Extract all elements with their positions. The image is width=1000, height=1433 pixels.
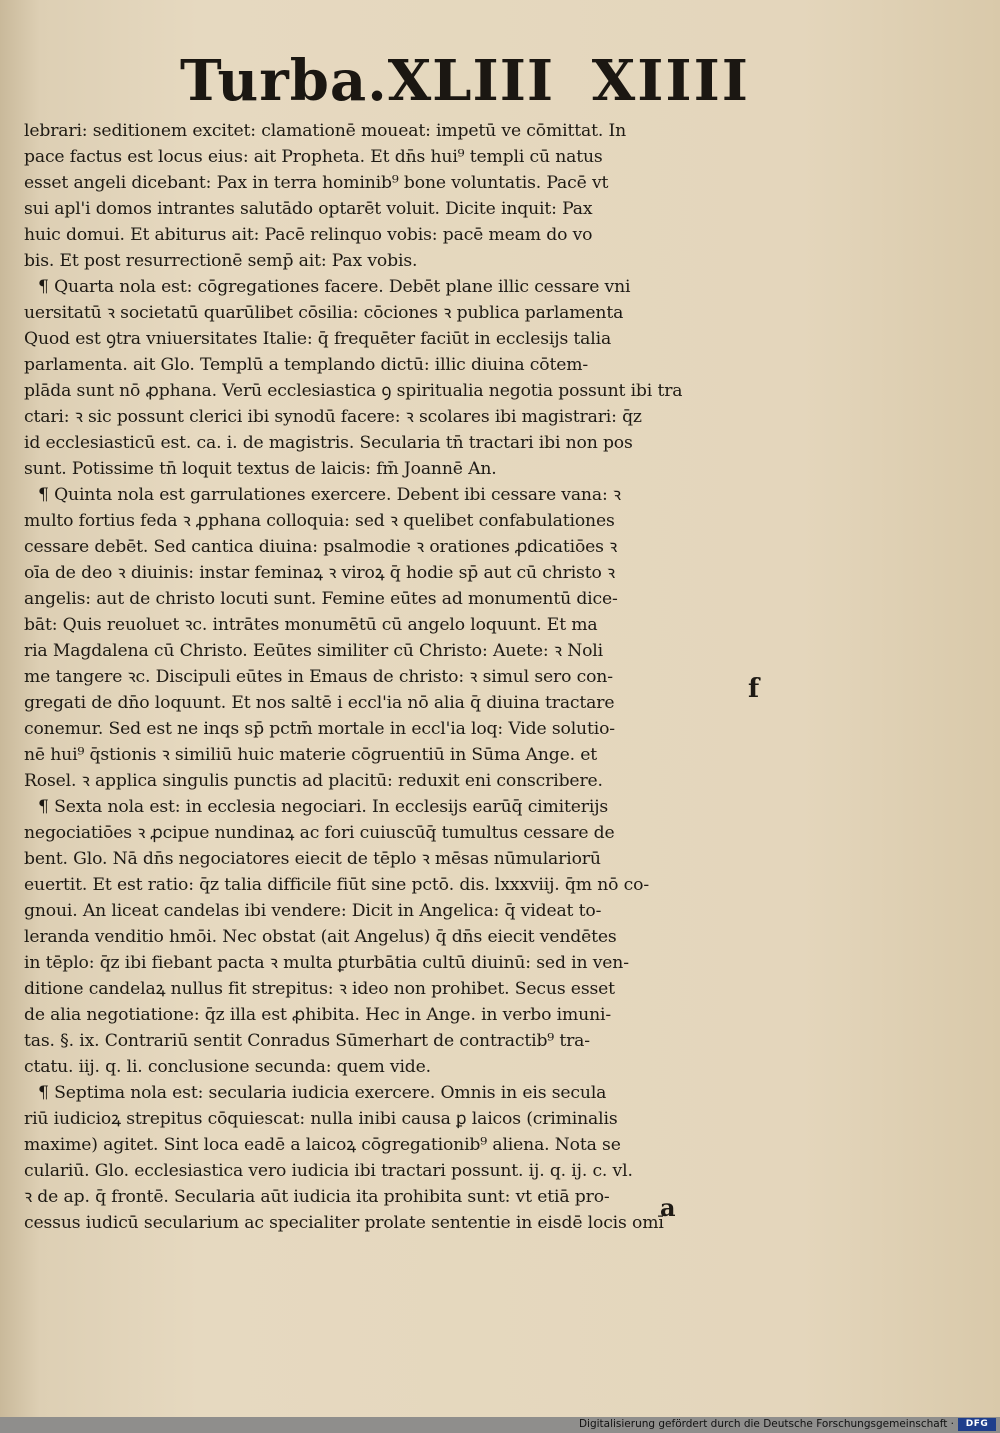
text-line: esset angeli dicebant: Pax in terra hominib⁹ bone voluntatis. Pacē vt — [24, 173, 609, 193]
text-line: ria Magdalena cū Christo. Eeūtes similiter cū Christo: Auete: ꝛ Noli — [24, 641, 603, 661]
text-line: negociatiōes ꝛ ꝓcipue nundinaꝝ ac fori cuiuscūq̄ tumultus cessare de — [24, 823, 615, 843]
margin-note: f — [748, 674, 760, 704]
running-title: Turba.XLIII — [180, 48, 555, 114]
folio-number: XIIII — [591, 48, 750, 114]
text-line: uersitatū ꝛ societatū quarūlibet cōsilia: cōciones ꝛ publica parlamenta — [24, 303, 624, 323]
text-line: me tangere ꝛc. Discipuli eūtes in Emaus de christo: ꝛ simul sero con- — [24, 667, 613, 687]
text-line: leranda venditio hmōi. Nec obstat (ait Angelus) q̄ dn̄s eiecit vendētes — [24, 927, 617, 947]
text-line: ¶ Quarta nola est: cōgregationes facere. Debēt plane illic cessare vni — [38, 277, 631, 297]
text-line: parlamenta. ait Glo. Templū a templando dictū: illic diuina cōtem- — [24, 355, 589, 375]
text-line: bent. Glo. Nā dn̄s negociatores eiecit de tēplo ꝛ mēsas nūmulariorū — [24, 849, 601, 869]
text-line: lebrari: seditionem excitet: clamationē moueat: impetū ve cōmittat. In — [24, 121, 627, 141]
text-line: de alia negotiatione: q̄z illa est ꝓhibita. Hec in Ange. in verbo imuni- — [24, 1005, 612, 1025]
text-line: ctari: ꝛ sic possunt clerici ibi synodū facere: ꝛ scolares ibi magistrari: q̄z — [24, 407, 642, 427]
dfg-logo: DFG — [958, 1418, 996, 1431]
text-line: sunt. Potissime tn̄ loquit textus de laicis: fm̄ Joannē An. — [24, 459, 497, 479]
text-line: huic domui. Et abiturus ait: Pacē relinquo vobis: pacē meam do vo — [24, 225, 593, 245]
text-line: culariū. Glo. ecclesiastica vero iudicia ibi tractari possunt. ij. q. ij. c. vl. — [24, 1161, 633, 1181]
text-line: riū iudicioꝝ strepitus cōquiescat: nulla inibi causa ꝑ laicos (criminalis — [24, 1109, 618, 1129]
text-line: plāda sunt nō ꝓphana. Verū ecclesiastica ꝯ spiritualia negotia possunt ibi tra — [24, 381, 683, 401]
running-head — [180, 48, 750, 114]
text-line: bāt: Quis reuoluet ꝛc. intrātes monumētū cū angelo loquunt. Et ma — [24, 615, 598, 635]
text-line: ditione candelaꝝ nullus fit strepitus: ꝛ ideo non prohibet. Secus esset — [24, 979, 615, 999]
text-line: multo fortius feda ꝛ ꝓphana colloquia: sed ꝛ quelibet confabulationes — [24, 511, 615, 531]
text-line: ctatu. iij. q. li. conclusione secunda: quem vide. — [24, 1057, 431, 1077]
text-line: angelis: aut de christo locuti sunt. Femine eūtes ad monumentū dice- — [24, 589, 618, 609]
catchword: a — [660, 1193, 676, 1222]
text-block — [24, 118, 754, 1236]
text-line: nē hui⁹ q̄stionis ꝛ similiū huic materie cōgruentiū in Sūma Ange. et — [24, 745, 597, 765]
text-line: ¶ Quinta nola est garrulationes exercere. Debent ibi cessare vana: ꝛ — [38, 485, 621, 505]
text-line: pace factus est locus eius: ait Propheta. Et dn̄s hui⁹ templi cū natus — [24, 147, 603, 167]
text-line: tas. §. ix. Contrariū sentit Conradus Sūmerhart de contractib⁹ tra- — [24, 1031, 590, 1051]
text-line: euertit. Et est ratio: q̄z talia difficile fiūt sine pctō. dis. lxxxviij. q̄m nō co- — [24, 875, 650, 895]
text-line: bis. Et post resurrectionē semp̄ ait: Pax vobis. — [24, 251, 418, 271]
text-line: Quod est ꝯtra vniuersitates Italie: q̄ frequēter faciūt in ecclesijs talia — [24, 329, 612, 349]
text-line: cessare debēt. Sed cantica diuina: psalmodie ꝛ orationes ꝓdicatiōes ꝛ — [24, 537, 618, 557]
text-line: gnoui. An liceat candelas ibi vendere: Dicit in Angelica: q̄ videat to- — [24, 901, 602, 921]
text-line: ¶ Sexta nola est: in ecclesia negociari. In ecclesijs earūq̄ cimiterijs — [38, 797, 609, 817]
funding-notice: Digitalisierung gefördert durch die Deutsche Forschungsgemeinschaft · — [578, 1418, 954, 1430]
text-line: ¶ Septima nola est: secularia iudicia exercere. Omnis in eis secula — [38, 1083, 607, 1103]
text-line: id ecclesiasticū est. ca. i. de magistris. Secularia tn̄ tractari ibi non pos — [24, 433, 633, 453]
text-line: gregati de dn̄o loquunt. Et nos saltē i eccl'ia nō alia q̄ diuina tractare — [24, 693, 615, 713]
text-line: conemur. Sed est ne inqs sp̄ pctm̄ mortale in eccl'ia loq: Vide solutio- — [24, 719, 615, 739]
text-line: cessus iudicū secularium ac specialiter prolate sententie in eisdē locis omī — [24, 1213, 664, 1233]
text-line: sui apl'i domos intrantes salutādo optarēt voluit. Dicite inquit: Pax — [24, 199, 593, 219]
text-line: ꝛ de ap. q̄ frontē. Secularia aūt iudicia ita prohibita sunt: vt etiā pro- — [24, 1187, 610, 1207]
text-line: oīa de deo ꝛ diuinis: instar feminaꝝ ꝛ viroꝝ q̄ hodie sp̄ aut cū christo ꝛ — [24, 563, 615, 583]
text-line: Rosel. ꝛ applica singulis punctis ad placitū: reduxit eni conscribere. — [24, 771, 603, 791]
text-line: in tēplo: q̄z ibi fiebant pacta ꝛ multa ꝑturbātia cultū diuinū: sed in ven- — [24, 953, 629, 973]
text-line: maxime) agitet. Sint loca eadē a laicoꝝ cōgregationib⁹ aliena. Nota se — [24, 1135, 621, 1155]
